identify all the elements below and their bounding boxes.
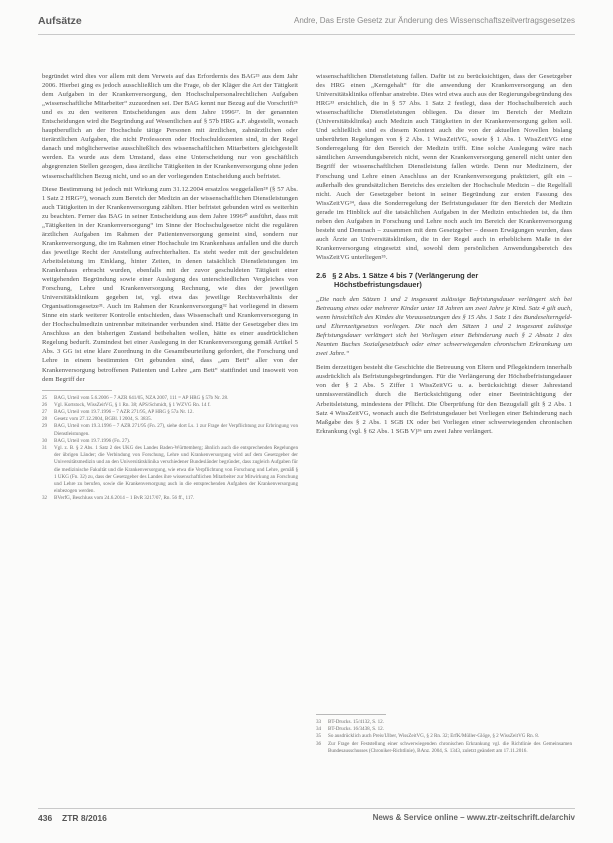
footnote-number: 25 <box>42 394 48 401</box>
footnote <box>42 409 298 416</box>
left-footnotes <box>42 395 298 503</box>
footnote-text: BAG, Urteil vom 19.3.1996 – 7 AZR 271/95 (Fn. 27), siehe dort Ls. 1 zur Frage der Verpflichtung zur Erbringung von Dienstleistungen. <box>54 423 298 437</box>
header-rule <box>38 34 575 35</box>
right-paragraph-2: Beim derzeitigen besteht die Geschichte die Betreuung von Eltern und Pflegekindern innerhalb ausdrücklich als Befristungsbegründungen. Für die Verlängerung der Höchstbefristungsdauer von der § 2 Abs. 5 Ziffer 1 WissZeitVG u. a. berücksichtigt dieser Jahrestand unmissverständlich durch die Berücksichtigung oder einer Beeinträchtigung der Arbeitsleistung, mindestens der Pflicht. Die Überprüfung für den Bezugsfall gilt § 2 Abs. 1 Satz 4 WissZeitVG, wonach auch die Befristungsdauer bei Vorliegen einer Behinderung nach Maßgabe des § 2 Abs. 1 SGB IX oder bei Vorliegen einer schwerwiegenden chronischen Erkrankung (vgl. § 62 Abs. 1 SGB V)³⁶ um zwei Jahre verlängert. <box>316 364 572 435</box>
page-number: 436 <box>38 813 53 823</box>
footnote <box>316 719 572 726</box>
statute-quote: „Die nach den Sätzen 1 und 2 insgesamt zulässige Befristungsdauer verlängert sich bei Betreuung eines oder mehrerer Kinder unter 18 Jahren um zwei Jahre je Kind. Satz 4 gilt auch, wenn hinsichtlich des Kindes die Voraussetzungen des § 15 Abs. 1 Satz 1 des Bundeselterngeld- und Elternzeitgesetzes vorliegen. Die nach den Sätzen 1 und 2 insgesamt zulässige Befristungsdauer verlängert sich bei Vorliegen einer Behinderung nach § 2 Absatz 1 des Neunten Buches Sozialgesetzbuch oder einer schwerwiegenden chronischen Erkrankung um zwei Jahre.“ <box>316 295 572 358</box>
footnote-text: BAG, Urteil vom 5.6.2006 – 7 AZR 641/05, NZA 2007, 111 = AP HRG § 57b Nr. 28. <box>54 394 229 401</box>
footnote-text: BAG, Urteil vom 19.7.1996 (Fn. 27). <box>54 437 131 444</box>
page-header <box>38 13 575 39</box>
footnote-rule <box>42 390 112 391</box>
footnote-text: Vgl. Kortstock, WissZeitVG, § 1 Rn. 38; APS/Schmidt, § 1 WZVG Rn. 14 f. <box>54 401 211 408</box>
left-column <box>42 72 298 503</box>
footnote <box>42 438 298 445</box>
right-footnotes <box>316 708 572 755</box>
section-label: Aufsätze <box>38 15 82 27</box>
footnote-text: BT-Drucks. 16/3438, S. 12. <box>328 726 384 733</box>
footnote <box>316 733 572 740</box>
footnote <box>42 395 298 402</box>
footnote-rule <box>316 714 386 715</box>
section-subtitle: Höchstbefristungsdauer) <box>334 279 422 289</box>
footnote-text: BT-Drucks. 15/4132, S. 12. <box>328 719 384 725</box>
footnote-number: 30 <box>42 437 48 444</box>
footnote <box>42 495 298 502</box>
footnote-text: So ausdrücklich auch Preis/Ulber, WissZeitVG, § 2 Rn. 32; ErfK/Müller-Glöge, § 2 WissZeitVG Rn. 8. <box>328 733 540 740</box>
page-footer <box>38 808 575 826</box>
footnote-number: 33 <box>316 719 322 725</box>
footnote-text: Zur Frage der Feststellung einer schwerwiegenden chronischen Erkrankung vgl. die Richtlinie des Gemeinsamen Bundesausschusses (Chroniker-Richtlinie), BAnz. 2004, S. 1343, zuletzt geändert am 17.11.2016. <box>328 740 572 754</box>
footer-link[interactable]: News & Service online – www.ztr-zeitschrift.de/archiv <box>372 813 575 822</box>
running-title: Andre, Das Erste Gesetz zur Änderung des Wissenschaftszeitvertragsgesetzes <box>293 16 575 25</box>
footnote-number: 36 <box>316 740 322 747</box>
footnote-number: 32 <box>42 495 48 502</box>
left-paragraph-1: begründet wird dies vor allem mit dem Verweis auf das Erfordernis des BAG²⁵ aus dem Jahr 2006. Hierbei ging es jedoch ausschließlich um die Frage, ob der Kläger die Art der Tätigkeit dem Aufgaben in der Krankenversorgung, den Hochschulpersonalrechtlichen Aufgaben „wissenschaftliche Mitarbeiter“ zuzuordnen sei. Der BAG kennt nur Bezug auf die Vorschrift²⁶ und es zu den weiteren Entscheidungen aus dem Jahre 1996²⁷. In der genannten Entscheidungen wird die Begründung auf Wesentlichen auf § 57b HRG a.F. abgestellt, wonach hauptberuflich an der Hochschule tätige Personen mit ärztlichen, zahnärztlichen oder tierärztlichen Aufgaben, die nicht Professoren oder Hochschuldozenten sind, in der Regel danach und möglicherweise ausschließlich des wissenschaftlichen Mitarbeiters gleichgestellt werden. Es wurde aus dem Umstand, dass eine Unterscheidung nur von geschäftlich abgegrenzten Stellen gezogen, dass ärztliche Tätigkeiten in der Krankenversorgung ohne jeden wissenschaftlichen Bezug nicht, und so an der vorliegenden Entscheidung auch befristet. <box>42 73 298 180</box>
footnote-number: 34 <box>316 726 322 733</box>
section-heading <box>316 271 572 289</box>
footnote-number: 35 <box>316 733 322 740</box>
footnote <box>42 423 298 437</box>
footnote-number: 29 <box>42 423 48 430</box>
footer-rule <box>38 808 575 809</box>
footnote-text: BAG, Urteil vom 19.7.1996 – 7 AZR 271/95, AP HRG § 57a Nr. 12. <box>54 409 194 415</box>
left-paragraph-2: Diese Bestimmung ist jedoch mit Wirkung zum 31.12.2004 ersatzlos weggefallen²⁸ (§ 57 Abs. 1 Satz 2 HRG²⁹), wonach zum Bereich der Medizin an der wissenschaftlichen Dienstleistungen auch Tätigkeiten in der Krankenversorgung zählten. Hier befristet gebunden wird es weiterhin zu beachten. Ferner das BAG in seiner Entscheidung aus dem Jahre 1996³⁰ ausführt, dass mit „Tätigkeiten in der Krankenversorgung“ im Sinne der Hochschulgesetze nicht die regulären ärztlichen Aufgaben im Rahmen der Patientenversorgung gemeint sind, sondern nur Krankenversorgung, die im Rahmen einer Hochschule im Krankenhaus anfallen und die durch das jeweilige Recht der Anstellung aufrechterhalten. Es steht weder mit der geschuldeten Arbeitsleistung im Einklang, hinter Zeiten, in denen tatsächlich Dienstleistungen im Krankenhaus erbracht wurden, ebenfalls mit der zuvor geschuldeten Tätigkeit einer weitgehenden Begründung sowie einer Auslegung des unterschiedlichen Vergleiches von Forschung, Lehre und Krankenversorgung Rechnung, wie dies der jeweiligen Universitätsklinikum gegeben ist, vgl. etwa das jeweilige Rechtsverhältnis der Organisationsgesetze³¹. Auch im Rahmen der Krankenversorgung³² hat vorliegend in diesem Sinne ein stark weiterer Kontrolle entschieden, dass Wissenschaft und Krankenversorgung in der Hochschulmedizin untrennbar miteinander verbunden sind. Hätte der Gesetzgeber dies im Anschluss an den bisherigen Zustand beibehalten wollen, hätte es einer ausdrücklichen Regelung bedurft. Zumindest bei einer Auslegung in der Krankenversorgung gemäß Artikel 5 Abs. 3 GG ist eine klare Zuordnung in die Gesamtbeurteilung gefordert, die Forschung und Lehre in einem bestimmten Ort gebunden sind, dass „am Bett“ aller von der Krankenversorgung betroffenen Patienten und Lehre „am Bett“ stattfindet und insoweit von dem Begriff der <box>42 185 298 383</box>
journal-issue: ZTR 8/2016 <box>62 813 107 823</box>
right-column <box>316 72 572 440</box>
footnote-text: Gesetz vom 27.12.2004, BGBl. I 2004, S. 3835. <box>54 416 152 423</box>
section-number: 2.6 <box>316 270 327 280</box>
footnote <box>316 741 572 755</box>
footnote-text: Vgl. z. B. § 2 Abs. 1 Satz 2 des UKG des Landes Baden-Württemberg; ähnlich auch die entsprechenden Regelungen der übrigen Länder; die Verbindung von Forschung, Lehre und Krankenversorgung wird auf dem Gesetzgeber der Universitätsmedizin und an den Universitätsklinika verschiedener Bundesländer begründet, dass zugleich Aufgaben für die medizinische Fakultät und die Krankenversorgung, wie etwa die Verpflichtung von Forschung und Lehre, gemäß § 1 UKG (Fn. 32) zu, dass der Gesetzgeber des Landes ihre wissenschaftlichen Mitarbeiter zur Mitwirkung an Forschung und Lehre zu berufen, sowie die Krankenversorgung auch in die entsprechenden Aufgaben der Krankenversorgung einbezogen werden. <box>54 445 298 495</box>
footnote-text: BVerfG, Beschluss vom 24.6.2014 – 1 BvR 3217/07, Rn. 56 ff., 117. <box>54 495 195 502</box>
section-title: § 2 Abs. 1 Sätze 4 bis 7 (Verlängerung der <box>332 270 479 280</box>
footnote <box>42 445 298 495</box>
footnote-number: 31 <box>42 445 48 452</box>
right-paragraph-1: wissenschaftlichen Dienstleistung fallen. Dafür ist zu berücksichtigen, dass der Gesetzgeber des HRG einen „Kerngehalt“ für die anwendung der Krankenversorgung an den Universitätsklinika offenbar anstrebte. Dies wird etwa auch aus der Regierungsbegründung des HRG³³ ersichtlich, die in § 57 Abs. 1 Satz 2 festlegt, dass der Hochschulbereich auch wissenschaftliche Dienstleistungen obliegen. Da dieser im Bereich der Medizin (Universitätsklinika) auch Medizin auch Tätigkeiten in der Krankenversorgung gelten soll. Und schließlich sind es diesem Kontext auch die von der aktuellen Novellen bislang unberührten Regelungen von § 2 Abs. 1 WissZeitVG, sowie § 1 Abs. 1 WissZeitVG eine Sonderregelung für den Bereich der Medizin trifft. Eine solche Auslegung wäre nach sämtlichen Anwendungsbereich nicht, wenn der Krankenversorgung generell nicht unter den Begriff der wissenschaftlichen Dienstleistung fallen würde. Denn nur Medizinern, der Forschung und Lehre einen Anschluss an der Krankenversorgung praktiziert, gilt ein – außerhalb des grundsätzlichen Bereichs des erzielten der Hochschule Medizin – die Regelfall nicht. Auch der Gesetzgeber betont in seiner Begründung zur ersten Fassung des WissZeitVG³⁴, dass die Sonderregelung der Befristungsdauer für den Bereich der Medizin gerade im Hinblick auf die tatsächlichen Aufgaben in der Medizin entschieden ist, da ihm neben den Aufgaben in Forschung und Lehre noch auch im Bereich der Krankenversorgung besteht und Demnach – zusammen mit dem Gesetzgeber – dessen Erwägungen wurden, dass auch Ärzte an Universitätskliniken, die in der Regel auch in erheblichem Maße in der Krankenversorgung eingesetzt sind, sowohl dem persönlichen Anwendungsbereich des WissZeitVG unterliegen³⁵. <box>316 73 572 261</box>
footnote-number: 26 <box>42 401 48 408</box>
footnote-number: 28 <box>42 416 48 423</box>
footnote-number: 27 <box>42 409 48 415</box>
footnote <box>42 402 298 409</box>
